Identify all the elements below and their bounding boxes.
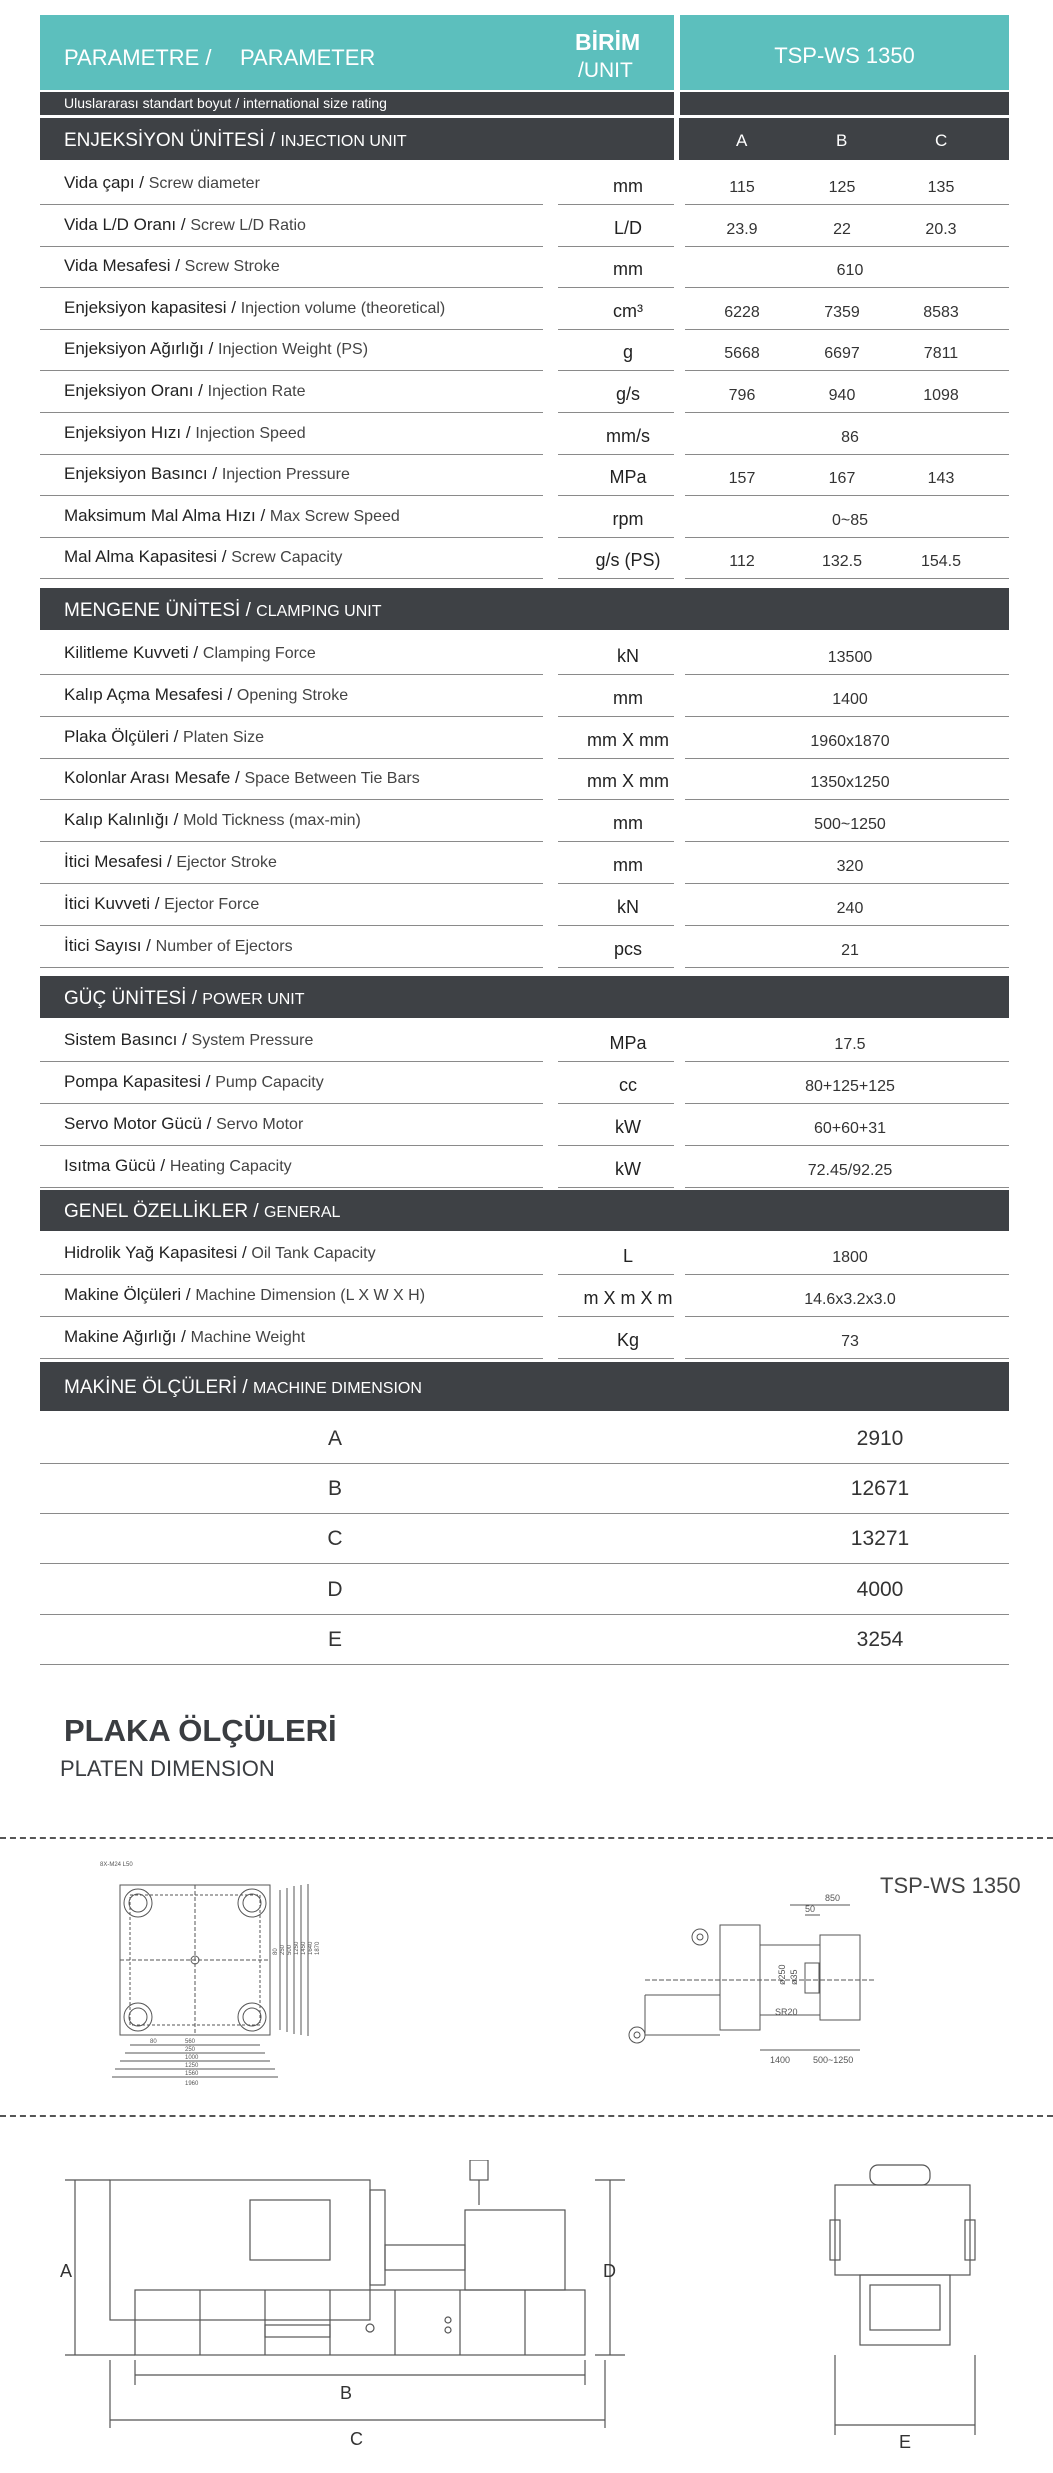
col-header-b: B bbox=[836, 131, 848, 150]
section-clamping-label-en: CLAMPING UNIT bbox=[256, 603, 382, 620]
param-label-tr: Kilitleme Kuvveti / bbox=[64, 643, 203, 662]
dashed-divider-top bbox=[0, 1837, 1053, 1839]
param-label-tr: Isıtma Gücü / bbox=[64, 1156, 170, 1175]
h-1870: 1870 bbox=[315, 1941, 321, 1955]
unit-value: L/D bbox=[613, 217, 642, 238]
param-label-en: Injection Pressure bbox=[221, 466, 350, 484]
section-machine-dim-label-en: MACHINE DIMENSION bbox=[253, 1380, 422, 1397]
param-label-tr: Kalıp Kalınlığı / bbox=[64, 810, 184, 830]
spec-value: 80+125+125 bbox=[805, 1078, 895, 1095]
spec-value-b: 7359 bbox=[824, 303, 860, 321]
dashed-divider-bottom bbox=[0, 2115, 1053, 2117]
spec-row bbox=[40, 884, 1009, 926]
param-label-tr: Vida L/D Oranı / bbox=[64, 214, 191, 234]
param-label-en: Injection volume (theoretical) bbox=[240, 299, 446, 317]
subtitle-text: Uluslararası standart boyut / international size rating bbox=[64, 95, 387, 111]
unit-value: Kg bbox=[616, 1330, 640, 1350]
section-general-bar bbox=[40, 1190, 1009, 1231]
unit-value: kN bbox=[617, 646, 639, 666]
param-label-tr: Enjeksiyon Basıncı / bbox=[64, 464, 222, 484]
param-label-en: Max Screw Speed bbox=[269, 507, 400, 525]
spec-value-a: 6228 bbox=[724, 303, 760, 321]
machine-dim-row bbox=[40, 1463, 1009, 1514]
unit-value: kN bbox=[617, 896, 639, 917]
h-250: 250 bbox=[280, 1944, 286, 1955]
dim-e-label: E bbox=[899, 2432, 912, 2452]
param-label-en: Screw L/D Ratio bbox=[190, 216, 306, 234]
param-label-tr: İtici Sayısı / bbox=[64, 935, 156, 955]
spec-row bbox=[40, 1104, 1009, 1146]
param-label-tr: Enjeksiyon Oranı / bbox=[64, 381, 208, 400]
section-power-label bbox=[64, 988, 305, 1010]
param-label-en: Ejector Stroke bbox=[176, 854, 277, 871]
spec-value: 0~85 bbox=[831, 511, 869, 529]
param-label bbox=[64, 506, 400, 526]
param-label bbox=[64, 810, 361, 830]
spec-value-a: 5668 bbox=[724, 345, 760, 363]
param-label bbox=[64, 727, 264, 747]
spec-row bbox=[40, 1062, 1009, 1104]
param-label-en: Screw diameter bbox=[148, 175, 260, 192]
section-power-bar bbox=[40, 976, 1009, 1018]
param-label-en: Injection Rate bbox=[207, 383, 306, 400]
param-tr: PARAMETRE / bbox=[64, 45, 212, 70]
h-500: 500 bbox=[287, 1944, 293, 1955]
w-560: 560 bbox=[185, 2039, 196, 2045]
spec-row bbox=[40, 329, 1009, 371]
param-label-tr: Enjeksiyon Ağırlığı / bbox=[64, 339, 219, 359]
spec-row bbox=[40, 496, 1009, 538]
param-label-tr: Plaka Ölçüleri / bbox=[64, 726, 184, 746]
unit-value: cm³ bbox=[613, 300, 643, 321]
machine-end-drawing bbox=[820, 2160, 1000, 2460]
w-1250: 1250 bbox=[185, 2063, 199, 2069]
dim-35: ø35 bbox=[789, 1969, 799, 1985]
param-label bbox=[64, 173, 260, 193]
spec-row bbox=[40, 1317, 1009, 1359]
row-line-unit bbox=[558, 1187, 674, 1188]
machine-dim-value: 3254 bbox=[856, 1627, 904, 1651]
dim-250: ø250 bbox=[777, 1964, 787, 1985]
spec-row bbox=[40, 1233, 1009, 1275]
platen-front-drawing bbox=[90, 1850, 350, 2105]
param-label bbox=[64, 256, 280, 276]
spec-value-a: 23.9 bbox=[726, 220, 758, 238]
section-injection-sep bbox=[674, 118, 679, 160]
param-label-tr: Makine Ağırlığı / bbox=[64, 1327, 191, 1346]
spec-value: 1400 bbox=[832, 690, 868, 708]
row-line-unit bbox=[558, 578, 674, 579]
spec-value-c: 7811 bbox=[923, 345, 959, 363]
header-parameter-cell bbox=[40, 15, 674, 90]
param-label bbox=[64, 685, 348, 705]
param-label-tr: Hidrolik Yağ Kapasitesi / bbox=[64, 1243, 252, 1262]
dim-50: 50 bbox=[805, 1904, 816, 1914]
row-line-value bbox=[685, 578, 1009, 579]
spec-row bbox=[40, 675, 1009, 717]
row-line-unit bbox=[558, 967, 674, 968]
spec-value: 13500 bbox=[827, 649, 873, 666]
param-label-en: Number of Ejectors bbox=[155, 937, 293, 955]
param-label bbox=[64, 1285, 425, 1305]
machine-dim-row bbox=[40, 1513, 1009, 1564]
spec-value: 240 bbox=[836, 899, 864, 917]
param-label-en: Clamping Force bbox=[202, 645, 316, 662]
param-label-en: Platen Size bbox=[183, 728, 264, 746]
row-line-label bbox=[40, 578, 543, 579]
w-1960: 1960 bbox=[185, 2081, 199, 2087]
param-label bbox=[64, 643, 316, 663]
unit-value: g bbox=[622, 342, 633, 363]
subtitle-bar-right bbox=[680, 92, 1009, 115]
dim-d-label: D bbox=[603, 2261, 616, 2281]
dim-500-1250: 500~1250 bbox=[813, 2055, 854, 2065]
machine-dim-value: 13271 bbox=[850, 1527, 910, 1551]
machine-dim-key: D bbox=[327, 1577, 343, 1601]
spec-value: 60+60+31 bbox=[813, 1120, 887, 1137]
machine-dim-key: B bbox=[327, 1477, 342, 1501]
param-label-tr: Vida çapı / bbox=[64, 173, 149, 192]
param-label bbox=[64, 768, 420, 788]
param-label-en: Pump Capacity bbox=[215, 1074, 324, 1091]
dim-850: 850 bbox=[825, 1893, 841, 1903]
section-power-label-tr: GÜÇ ÜNİTESİ / bbox=[64, 988, 203, 1009]
w-1560: 1560 bbox=[185, 2071, 199, 2077]
unit-value: kW bbox=[615, 1159, 641, 1179]
row-line-label bbox=[40, 1358, 543, 1359]
section-injection-bar bbox=[40, 118, 1009, 160]
param-label bbox=[64, 1156, 292, 1176]
machine-side-drawing bbox=[50, 2160, 650, 2460]
unit-value: MPa bbox=[609, 467, 647, 488]
dim-sr20: SR20 bbox=[775, 2007, 798, 2017]
dim-b-label: B bbox=[340, 2383, 353, 2403]
param-label bbox=[64, 381, 305, 401]
spec-row bbox=[40, 717, 1009, 759]
section-machine-dim-bar bbox=[40, 1362, 1009, 1411]
spec-value-b: 125 bbox=[828, 179, 856, 196]
spec-row bbox=[40, 1020, 1009, 1062]
param-label-tr: İtici Kuvveti / bbox=[64, 893, 165, 913]
spec-value: 86 bbox=[841, 428, 859, 446]
spec-value: 72.45/92.25 bbox=[807, 1162, 893, 1179]
param-label bbox=[64, 1072, 324, 1092]
section-clamping-label-tr: MENGENE ÜNİTESİ / bbox=[64, 600, 257, 621]
param-label-tr: Sistem Basıncı / bbox=[64, 1030, 192, 1049]
param-label-tr: Vida Mesafesi / bbox=[64, 256, 185, 276]
machine-dim-value: 2910 bbox=[856, 1427, 904, 1450]
param-label bbox=[64, 298, 445, 318]
section-injection-label bbox=[64, 130, 407, 152]
unit-value: m X m X m bbox=[583, 1288, 673, 1308]
param-label bbox=[64, 894, 259, 914]
param-label-en: Opening Stroke bbox=[236, 686, 349, 704]
spec-row bbox=[40, 413, 1009, 455]
unit-value: cc bbox=[619, 1075, 637, 1095]
section-injection-label-tr: ENJEKSİYON ÜNİTESİ / bbox=[64, 130, 281, 151]
spec-row bbox=[40, 842, 1009, 884]
spec-row bbox=[40, 758, 1009, 800]
w-80: 80 bbox=[150, 2039, 157, 2045]
spec-value-c: 135 bbox=[927, 179, 955, 196]
machine-dim-row bbox=[40, 1413, 1009, 1464]
machine-dim-key: E bbox=[327, 1627, 342, 1651]
param-label-en: Heating Capacity bbox=[169, 1158, 292, 1175]
spec-value-c: 154.5 bbox=[920, 553, 962, 571]
unit-value: pcs bbox=[613, 938, 642, 959]
unit-value: mm bbox=[613, 855, 643, 875]
param-label bbox=[64, 1243, 376, 1263]
machine-dim-key: C bbox=[327, 1527, 343, 1551]
param-label bbox=[64, 423, 306, 443]
spec-value-a: 796 bbox=[728, 387, 756, 404]
param-label bbox=[64, 339, 368, 359]
spec-row bbox=[40, 1275, 1009, 1317]
spec-value-b: 132.5 bbox=[821, 553, 863, 571]
unit-value: kW bbox=[615, 1117, 641, 1137]
param-label bbox=[64, 1114, 303, 1134]
section-general-label-tr: GENEL ÖZELLİKLER / bbox=[64, 1201, 264, 1222]
col-header-c: C bbox=[935, 131, 948, 150]
spec-value: 320 bbox=[836, 858, 864, 875]
spec-value: 21 bbox=[841, 941, 859, 959]
dim-a-label: A bbox=[60, 2261, 73, 2281]
spec-value-a: 112 bbox=[729, 553, 755, 571]
section-power-label-en: POWER UNIT bbox=[202, 991, 305, 1008]
spec-value-b: 940 bbox=[828, 387, 856, 404]
param-label-tr: Servo Motor Gücü / bbox=[64, 1114, 217, 1133]
param-label bbox=[64, 1327, 305, 1347]
spec-value-b: 167 bbox=[828, 470, 856, 488]
unit-en: /UNIT bbox=[578, 59, 633, 82]
param-label bbox=[64, 547, 342, 567]
param-label-en: Screw Capacity bbox=[231, 549, 343, 567]
spec-value-c: 143 bbox=[927, 470, 955, 488]
unit-value: L bbox=[622, 1246, 633, 1266]
param-label-en: Screw Stroke bbox=[184, 258, 280, 276]
model-name: TSP-WS 1350 bbox=[774, 43, 915, 68]
spec-value-b: 22 bbox=[833, 220, 851, 238]
unit-value: mm bbox=[613, 259, 643, 280]
section-general-label bbox=[64, 1201, 340, 1223]
param-label-tr: İtici Mesafesi / bbox=[64, 852, 177, 871]
w-1000: 1000 bbox=[185, 2055, 199, 2061]
spec-row bbox=[40, 800, 1009, 842]
row-line-label bbox=[40, 1187, 543, 1188]
param-label-en: Machine Dimension (L X W X H) bbox=[195, 1287, 426, 1304]
param-label-en: Machine Weight bbox=[190, 1329, 306, 1346]
section-machine-dim-label bbox=[64, 1377, 422, 1399]
spec-row bbox=[40, 537, 1009, 579]
unit-tr: BİRİM bbox=[575, 29, 641, 55]
row-line-value bbox=[685, 1358, 1009, 1359]
machine-dim-value: 12671 bbox=[850, 1477, 910, 1501]
spec-value: 14.6x3.2x3.0 bbox=[804, 1291, 896, 1308]
machine-dim-row bbox=[40, 1614, 1009, 1665]
section-injection-label-en: INJECTION UNIT bbox=[280, 133, 407, 150]
h-80: 80 bbox=[273, 1948, 279, 1955]
param-label-en: Servo Motor bbox=[216, 1116, 304, 1133]
machine-dim-key: A bbox=[327, 1427, 342, 1450]
param-label-tr: Enjeksiyon Hızı / bbox=[64, 422, 196, 442]
param-label bbox=[64, 464, 350, 484]
spec-value: 17.5 bbox=[834, 1036, 866, 1053]
spec-value: 1350x1250 bbox=[810, 774, 890, 792]
param-en: PARAMETER bbox=[240, 45, 376, 70]
col-header-a: A bbox=[736, 131, 748, 150]
param-label-en: Injection Weight (PS) bbox=[218, 341, 369, 359]
param-label bbox=[64, 215, 306, 235]
param-label-tr: Makine Ölçüleri / bbox=[64, 1285, 196, 1304]
unit-value: mm X mm bbox=[587, 729, 669, 750]
spec-row bbox=[40, 633, 1009, 675]
spec-row bbox=[40, 246, 1009, 288]
subtitle-bar bbox=[40, 92, 674, 115]
unit-value: MPa bbox=[609, 1033, 647, 1053]
spec-value: 500~1250 bbox=[814, 816, 886, 834]
spec-value-c: 1098 bbox=[923, 387, 959, 404]
section-clamping-bar bbox=[40, 588, 1009, 630]
w-250: 250 bbox=[185, 2047, 196, 2053]
param-label-tr: Kalıp Açma Mesafesi / bbox=[64, 684, 237, 704]
param-label-tr: Mal Alma Kapasitesi / bbox=[64, 547, 232, 567]
param-label bbox=[64, 936, 293, 956]
section-general-label-en: GENERAL bbox=[263, 1204, 341, 1221]
param-label-en: Injection Speed bbox=[195, 424, 306, 442]
unit-value: mm bbox=[613, 687, 643, 708]
spec-value-b: 6697 bbox=[824, 345, 860, 363]
row-line-label bbox=[40, 967, 543, 968]
spec-value: 73 bbox=[841, 1333, 859, 1350]
platen-title: PLAKA ÖLÇÜLERİ bbox=[64, 1713, 337, 1748]
param-label-tr: Kolonlar Arası Mesafe / bbox=[64, 768, 245, 788]
machine-dim-value: 4000 bbox=[856, 1577, 904, 1601]
spec-value-c: 8583 bbox=[923, 303, 959, 321]
param-label-tr: Maksimum Mal Alma Hızı / bbox=[64, 505, 270, 525]
spec-row bbox=[40, 205, 1009, 247]
spec-row bbox=[40, 454, 1009, 496]
header-model-cell bbox=[680, 15, 1009, 90]
dim-c-label: C bbox=[350, 2429, 363, 2449]
section-clamping-label bbox=[64, 600, 381, 622]
param-label-tr: Pompa Kapasitesi / bbox=[64, 1072, 216, 1091]
unit-value: g/s (PS) bbox=[595, 550, 661, 571]
row-line-unit bbox=[558, 1358, 674, 1359]
spec-value: 1800 bbox=[832, 1249, 868, 1266]
param-label-en: Ejector Force bbox=[164, 895, 260, 913]
param-label-en: Space Between Tie Bars bbox=[244, 770, 420, 788]
platen-subtitle: PLATEN DIMENSION bbox=[60, 1756, 275, 1781]
param-label-en: Oil Tank Capacity bbox=[251, 1245, 376, 1262]
param-label-en: Mold Tickness (max-min) bbox=[183, 812, 361, 830]
h-1450: 1450 bbox=[301, 1941, 307, 1955]
unit-value: mm/s bbox=[606, 425, 650, 446]
param-label-tr: Enjeksiyon kapasitesi / bbox=[64, 297, 241, 317]
platen-side-drawing bbox=[625, 1885, 895, 2070]
spec-row bbox=[40, 371, 1009, 413]
h-1640: 1640 bbox=[308, 1941, 314, 1955]
unit-value: mm bbox=[613, 176, 643, 196]
param-label-en: System Pressure bbox=[191, 1032, 314, 1049]
param-label bbox=[64, 852, 277, 872]
spec-row bbox=[40, 163, 1009, 205]
bolt-label: 8X-M24 L50 bbox=[100, 1862, 133, 1868]
row-line-value bbox=[685, 1187, 1009, 1188]
platen-model: TSP-WS 1350 bbox=[880, 1873, 1021, 1898]
unit-value: rpm bbox=[612, 508, 644, 529]
unit-value: g/s bbox=[615, 384, 640, 404]
spec-value-a: 115 bbox=[729, 179, 755, 196]
spec-row bbox=[40, 1146, 1009, 1188]
machine-dim-row bbox=[40, 1564, 1009, 1615]
spec-row bbox=[40, 288, 1009, 330]
row-line-value bbox=[685, 967, 1009, 968]
section-machine-dim-label-tr: MAKİNE ÖLÇÜLERİ / bbox=[64, 1377, 253, 1398]
spec-value-a: 157 bbox=[728, 470, 756, 488]
spec-value: 610 bbox=[836, 262, 864, 280]
spec-value: 1960x1870 bbox=[810, 732, 890, 750]
spec-value-c: 20.3 bbox=[925, 220, 957, 238]
unit-value: mm bbox=[613, 813, 643, 834]
spec-row bbox=[40, 926, 1009, 968]
dim-1400: 1400 bbox=[770, 2055, 791, 2065]
unit-value: mm X mm bbox=[587, 771, 669, 792]
h-1250: 1250 bbox=[294, 1941, 300, 1955]
param-label bbox=[64, 1030, 313, 1050]
